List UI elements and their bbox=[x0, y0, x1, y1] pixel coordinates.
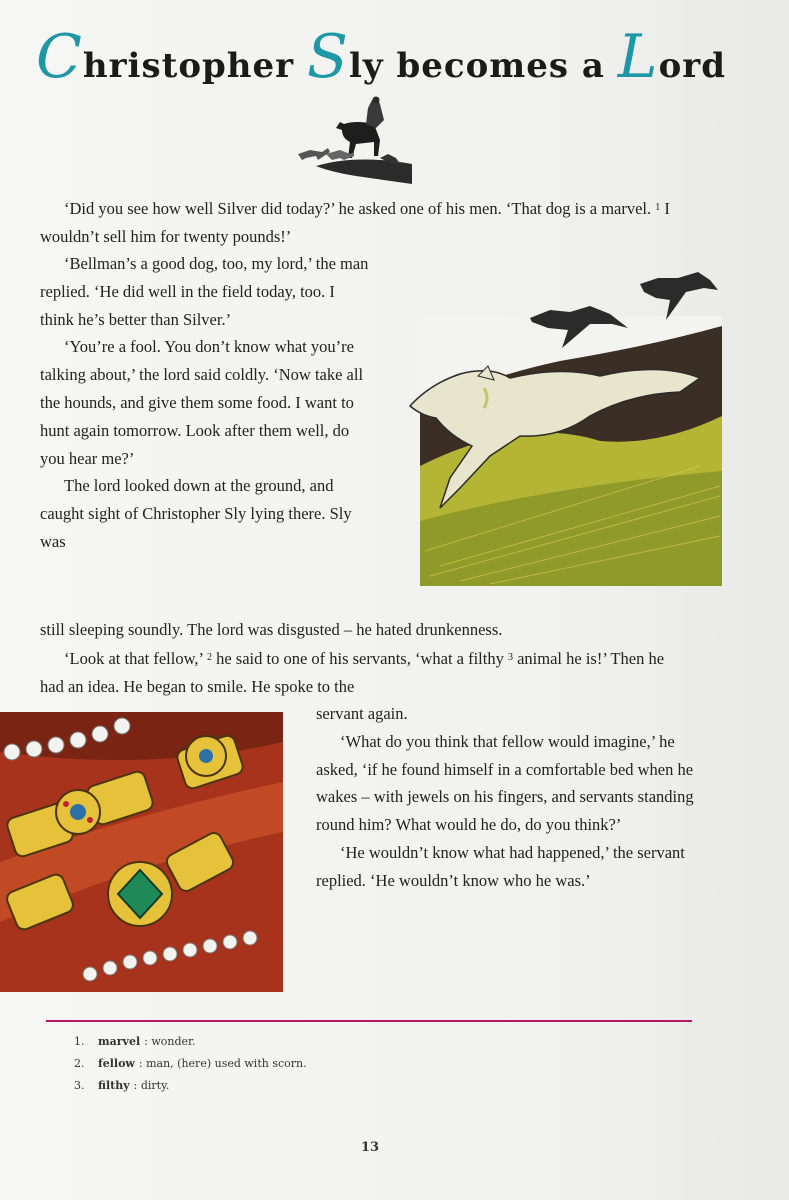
paragraph-5 bbox=[40, 644, 690, 701]
footnotes-list bbox=[74, 1031, 307, 1097]
column-full-middle bbox=[40, 616, 690, 700]
footnote-item bbox=[74, 1075, 307, 1097]
title-initial-c: C bbox=[36, 22, 83, 92]
title-word-1: hristopher bbox=[82, 46, 295, 86]
title-word-3: ord bbox=[658, 46, 726, 86]
footnote-definition: : wonder. bbox=[144, 1035, 196, 1048]
paragraph-2: ‘Bellman’s a good dog, too, my lord,’ the man replied. ‘He did well in the field today, too. I think he’s better than Silver.’ bbox=[40, 254, 369, 329]
footnote-definition: : man, (here) used with scorn. bbox=[138, 1057, 307, 1070]
paragraph-6: ‘What do you think that fellow would imagine,’ he asked, ‘if he found himself in a comfortable bed when he wakes – with jewels on his fingers, and servants standing round him? What would he do, do you think?’ bbox=[316, 731, 694, 835]
column-left-top bbox=[40, 250, 370, 556]
paragraph-4b: still sleeping soundly. The lord was disgusted – he hated drunkenness. bbox=[40, 620, 503, 639]
footnote-number: 3. bbox=[74, 1079, 85, 1092]
footnote-definition: : dirty. bbox=[133, 1079, 170, 1092]
chapter-title bbox=[36, 22, 756, 102]
column-right-bottom bbox=[316, 700, 696, 895]
footnote-term: filthy bbox=[98, 1079, 130, 1092]
p5-text-c: animal he is!’ Then he had an idea. He began to smile. He spoke to the bbox=[40, 648, 665, 696]
p1-text-b: I wouldn’t sell him for twenty pounds!’ bbox=[40, 199, 670, 246]
paragraph-4a: The lord looked down at the ground, and caught sight of Christopher Sly lying there. Sly was bbox=[40, 476, 352, 551]
rider-vignette-illustration bbox=[296, 94, 414, 184]
paragraph-5d: servant again. bbox=[316, 704, 408, 723]
footnote-item bbox=[74, 1053, 307, 1075]
footnote-ref-1: 1 bbox=[655, 202, 661, 213]
p5-text-b: he said to one of his servants, ‘what a filthy bbox=[211, 648, 504, 668]
title-word-2: ly bbox=[349, 46, 384, 86]
footnote-number: 1. bbox=[74, 1035, 85, 1048]
footnote-term: fellow bbox=[98, 1057, 135, 1070]
paragraph-7: ‘He wouldn’t know what had happened,’ the servant replied. ‘He wouldn’t know who he was.’ bbox=[316, 842, 685, 890]
footnote-number: 2. bbox=[74, 1057, 85, 1070]
greyhounds-illustration bbox=[400, 266, 725, 588]
p5-text-a: ‘Look at that fellow,’ bbox=[64, 648, 203, 668]
footnote-item bbox=[74, 1031, 307, 1053]
title-initial-l: L bbox=[617, 22, 659, 92]
paragraph-1 bbox=[40, 194, 690, 251]
footnote-ref-3: 3 bbox=[507, 651, 513, 663]
title-word-middle: becomes a bbox=[396, 46, 605, 86]
paragraph-3: ‘You’re a fool. You don’t know what you’re talking about,’ the lord said coldly. ‘Now take all the hounds, and give them some food. I want to hunt again tomorrow. Look after them well, do you hear me?’ bbox=[40, 337, 364, 468]
title-initial-s: S bbox=[306, 22, 349, 92]
footnote-divider bbox=[46, 1020, 692, 1022]
footnote-ref-2: 2 bbox=[206, 651, 212, 663]
jewels-chain-illustration bbox=[0, 712, 283, 992]
p1-text-a: ‘Did you see how well Silver did today?’ he asked one of his men. ‘That dog is a marvel. bbox=[64, 199, 652, 218]
footnote-term: marvel bbox=[98, 1035, 141, 1048]
page-number: 13 bbox=[360, 1140, 380, 1155]
